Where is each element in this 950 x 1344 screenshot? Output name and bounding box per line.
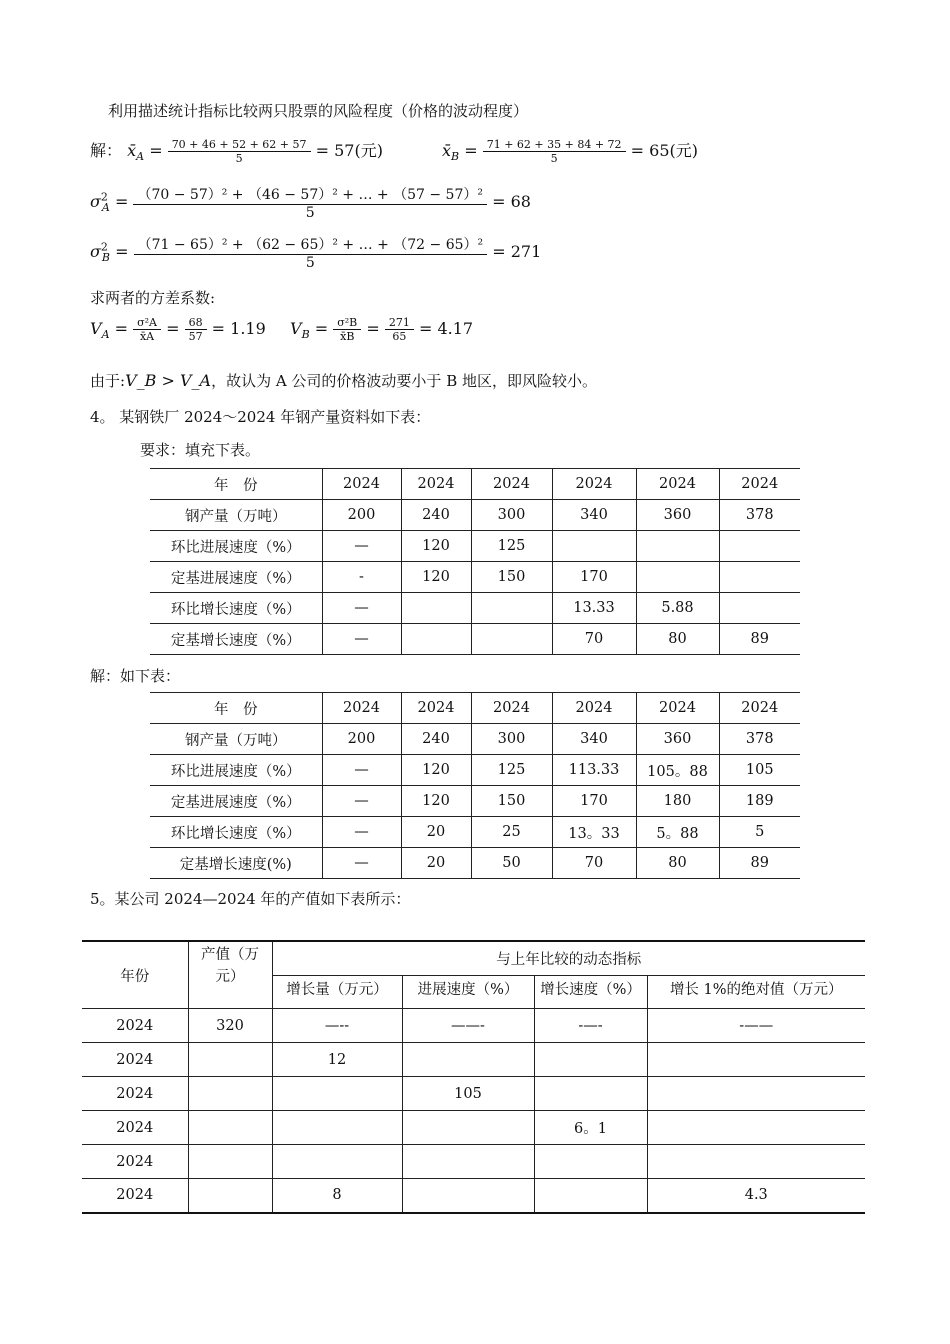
q4-question-cell: —	[322, 531, 401, 562]
q4-question-cell: 378	[719, 500, 800, 531]
q4-answer-row-label: 定基进展速度（%）	[150, 786, 322, 817]
q4-question-cell: 240	[401, 500, 471, 531]
q5-cell: 6。1	[534, 1111, 647, 1145]
q4-answer-cell: 200	[322, 724, 401, 755]
conclusion	[90, 370, 597, 391]
var-a-symbol: σ	[90, 192, 101, 211]
mean-b-equation: $x̄_B$ = $\frac{71 + 62 + 35 + 84 + 72}{5}$ = 65(元)	[442, 138, 698, 165]
q4-answer-cell: 113.33	[552, 755, 636, 786]
q4-answer-cell: 2024	[552, 693, 636, 724]
q4-answer-cell: 2024	[322, 693, 401, 724]
q5-cell: 8	[272, 1179, 402, 1213]
mean-b-denominator: 5	[550, 152, 558, 165]
q5-cell: 4.3	[647, 1179, 865, 1213]
q5-head-output: 产值（万元）	[201, 947, 259, 985]
cv-prompt: 求两者的方差系数:	[90, 289, 216, 307]
cv-a-f2-den: 57	[188, 330, 203, 343]
var-a-denominator: 5	[305, 205, 315, 221]
cv-b-f1-den: x̄B	[340, 330, 355, 343]
var-a-fraction	[133, 184, 487, 221]
q4-answer-cell: 180	[636, 786, 719, 817]
q4-question-cell: 2024	[471, 469, 552, 500]
q4-question-row-label: 环比进展速度（%）	[150, 531, 322, 562]
q5-subhead: 增长速度（%）	[534, 976, 647, 1009]
cv-b-fraction-numeric	[385, 316, 414, 343]
q4-answer-cell: —	[322, 848, 401, 879]
q5-cell	[188, 1145, 272, 1179]
var-a-equation: $\sigma^2_A$ = $\frac{\text{（70 − 57）² + （46 − 57）² + … + （57 − 57）²}}{5}$ = 68	[90, 184, 531, 221]
conclusion-text: ，故认为 A 公司的价格波动要小于 B 地区，即风险较小。	[211, 372, 597, 390]
q4-answer-row-label: 环比增长速度（%）	[150, 817, 322, 848]
q4-question-cell: 2024	[636, 469, 719, 500]
q5-cell	[402, 1179, 534, 1213]
q4-question-cell: 2024	[401, 469, 471, 500]
conclusion-prefix: 由于:	[90, 372, 126, 390]
q4-question-cell: 70	[552, 624, 636, 655]
q5-subhead: 增长 1%的绝对值（万元）	[647, 976, 865, 1009]
var-b-fraction	[134, 234, 488, 271]
var-b-equation: $\sigma^2_B$ = $\frac{\text{（71 − 65）² + （62 − 65）² + … + （72 − 65）²}}{5}$ = 271	[90, 234, 541, 271]
q5-title: 5。某公司 2024—2024 年的产值如下表所示：	[90, 890, 411, 908]
solution-label: 解：	[90, 141, 123, 160]
q5-row	[82, 1077, 865, 1111]
q4-answer-row	[150, 755, 800, 786]
q4-answer-cell: —	[322, 817, 401, 848]
q5-cell: —--	[272, 1009, 402, 1043]
q5-cell	[402, 1145, 534, 1179]
q5-table	[82, 940, 865, 1214]
q4-answer-row	[150, 817, 800, 848]
q5-row-year: 2024	[82, 1077, 188, 1111]
q4-answer-row	[150, 786, 800, 817]
q5-cell: -—-	[534, 1009, 647, 1043]
q4-answer-cell: 50	[471, 848, 552, 879]
q4-question-cell: 360	[636, 500, 719, 531]
var-a-numerator: （70 − 57）² + （46 − 57）² + … + （57 − 57）²	[133, 184, 487, 205]
conclusion-math: V_B > V_A	[125, 371, 212, 390]
mean-b-sub: B	[451, 150, 460, 164]
var-b-sup: 2	[100, 240, 108, 254]
mean-b-numerator: 71 + 62 + 35 + 84 + 72	[483, 138, 626, 152]
q4-answer-cell: 170	[552, 786, 636, 817]
q4-question-cell: 5.88	[636, 593, 719, 624]
q4-question-cell	[719, 593, 800, 624]
q4-question-cell: —	[322, 624, 401, 655]
q5-row	[82, 1145, 865, 1179]
q4-question-row-label: 年 份	[150, 469, 322, 500]
q4-answer-row	[150, 693, 800, 724]
cv-a-equation: $V_A$ = $\frac{\text{σ²A}}{x̄A}$ = $\frac{68}{57}$ = 1.19	[90, 316, 266, 343]
q4-question-cell: —	[322, 593, 401, 624]
q5-cell: ——-	[402, 1009, 534, 1043]
cv-a-fraction-symbolic	[133, 316, 161, 343]
cv-a-result: = 1.19	[211, 319, 266, 338]
mean-a-equation: 解： $x̄_A$ = $\frac{70 + 46 + 52 + 62 + 57}{5}$ = 57(元)	[90, 138, 383, 165]
q4-title: 4。 某钢铁厂 2024～2024 年钢产量资料如下表：	[90, 408, 431, 426]
var-a-result: = 68	[492, 192, 531, 211]
q4-answer-cell: 5	[719, 817, 800, 848]
mean-a-result: = 57(元)	[315, 141, 383, 160]
q5-cell	[647, 1077, 865, 1111]
q5-cell	[188, 1043, 272, 1077]
q4-answer-cell: 105	[719, 755, 800, 786]
q5-cell	[534, 1179, 647, 1213]
q5-head-year: 年份	[82, 941, 188, 1009]
q4-answer-table	[150, 692, 800, 879]
q4-answer-cell: 2024	[719, 693, 800, 724]
q4-question-cell: 80	[636, 624, 719, 655]
q5-cell	[188, 1077, 272, 1111]
q5-head-output-cell	[188, 941, 272, 1009]
q4-question-cell: 89	[719, 624, 800, 655]
cv-a-f1-den: x̄A	[139, 330, 155, 343]
q5-cell	[647, 1111, 865, 1145]
q5-cell	[534, 1043, 647, 1077]
q4-answer-cell: 25	[471, 817, 552, 848]
q4-question-cell	[719, 562, 800, 593]
q4-question-row	[150, 562, 800, 593]
cv-a-fraction-numeric	[185, 316, 207, 343]
q4-question-table	[150, 468, 800, 655]
cv-b-equation: $V_B$ = $\frac{\text{σ²B}}{x̄B}$ = $\frac{271}{65}$ = 4.17	[290, 316, 474, 343]
q4-answer-cell: 150	[471, 786, 552, 817]
var-b-denominator: 5	[305, 255, 315, 271]
mean-b-fraction	[483, 138, 626, 165]
q4-question-row-label: 环比增长速度（%）	[150, 593, 322, 624]
cv-b-f2-den: 65	[392, 330, 407, 343]
mean-b-symbol: x̄	[442, 141, 452, 160]
q4-question-cell	[552, 531, 636, 562]
q4-answer-row-label: 年 份	[150, 693, 322, 724]
q4-question-cell: 200	[322, 500, 401, 531]
q4-answer-row-label: 钢产量（万吨）	[150, 724, 322, 755]
q4-answer-cell: 20	[401, 817, 471, 848]
q4-question-cell	[471, 593, 552, 624]
q4-question-cell: 125	[471, 531, 552, 562]
cv-a-f2-num: 68	[185, 316, 207, 330]
mean-a-numerator: 70 + 46 + 52 + 62 + 57	[168, 138, 311, 152]
q4-answer-cell: 105。88	[636, 755, 719, 786]
q4-answer-cell: 5。88	[636, 817, 719, 848]
q5-cell	[647, 1043, 865, 1077]
q4-answer-row-label: 环比进展速度（%）	[150, 755, 322, 786]
q4-question-cell: 13.33	[552, 593, 636, 624]
q5-cell	[272, 1111, 402, 1145]
q4-question-row	[150, 500, 800, 531]
q4-question-cell	[636, 562, 719, 593]
var-b-symbol: σ	[90, 242, 101, 261]
q4-answer-cell: 120	[401, 786, 471, 817]
q4-answer-cell: 80	[636, 848, 719, 879]
q4-question-row	[150, 469, 800, 500]
q5-cell	[272, 1145, 402, 1179]
q4-question-row	[150, 593, 800, 624]
q4-answer-cell: 300	[471, 724, 552, 755]
q4-question-cell: -	[322, 562, 401, 593]
q4-question-cell	[401, 624, 471, 655]
q4-answer-cell: 340	[552, 724, 636, 755]
q5-cell	[647, 1145, 865, 1179]
cv-b-fraction-symbolic	[333, 316, 361, 343]
q4-answer-row	[150, 848, 800, 879]
q4-answer-label: 解：如下表：	[90, 667, 181, 685]
q4-question-cell	[636, 531, 719, 562]
cv-b-sub: B	[301, 328, 310, 342]
var-b-numerator: （71 − 65）² + （62 − 65）² + … + （72 − 65）²	[134, 234, 488, 255]
cv-a-symbol: V	[90, 319, 102, 338]
cv-b-symbol: V	[290, 319, 302, 338]
q5-cell	[534, 1145, 647, 1179]
q5-row-year: 2024	[82, 1009, 188, 1043]
q4-question-cell: 340	[552, 500, 636, 531]
cv-b-result: = 4.17	[418, 319, 474, 338]
q4-answer-row	[150, 724, 800, 755]
q4-question-row	[150, 531, 800, 562]
q5-subhead: 增长量（万元）	[272, 976, 402, 1009]
q4-answer-cell: 240	[401, 724, 471, 755]
q4-question-cell: 120	[401, 531, 471, 562]
q4-question-cell: 2024	[322, 469, 401, 500]
q4-question-cell: 2024	[719, 469, 800, 500]
q4-question-cell	[719, 531, 800, 562]
q4-question-cell: 300	[471, 500, 552, 531]
q5-row-year: 2024	[82, 1043, 188, 1077]
mean-a-symbol: x̄	[127, 141, 137, 160]
q4-answer-cell: 13。33	[552, 817, 636, 848]
q4-question-cell: 2024	[552, 469, 636, 500]
mean-a-denominator: 5	[235, 152, 243, 165]
q5-cell: 12	[272, 1043, 402, 1077]
q4-question-cell	[471, 624, 552, 655]
q5-subhead: 进展速度（%）	[402, 976, 534, 1009]
cv-a-f1-num: σ²A	[133, 316, 161, 330]
q5-head-group: 与上年比较的动态指标	[272, 941, 865, 976]
q4-answer-cell: 2024	[401, 693, 471, 724]
q4-answer-cell: 89	[719, 848, 800, 879]
q4-question-cell	[401, 593, 471, 624]
q5-row-year: 2024	[82, 1179, 188, 1213]
intro-text: 利用描述统计指标比较两只股票的风险程度（价格的波动程度）	[108, 102, 529, 120]
q4-answer-cell: 120	[401, 755, 471, 786]
mean-b-result: = 65(元)	[630, 141, 698, 160]
q5-cell	[402, 1043, 534, 1077]
q4-answer-cell: 189	[719, 786, 800, 817]
var-a-sup: 2	[100, 190, 108, 204]
cv-b-f1-num: σ²B	[333, 316, 361, 330]
q5-cell: 320	[188, 1009, 272, 1043]
q4-question-cell: 150	[471, 562, 552, 593]
q4-requirement: 要求：填充下表。	[140, 441, 261, 459]
var-a-sub: A	[101, 201, 110, 215]
q5-row	[82, 1043, 865, 1077]
q5-row-year: 2024	[82, 1111, 188, 1145]
cv-a-sub: A	[101, 328, 110, 342]
q4-question-cell: 170	[552, 562, 636, 593]
q5-cell	[188, 1179, 272, 1213]
q4-question-row-label: 定基进展速度（%）	[150, 562, 322, 593]
q5-cell	[402, 1111, 534, 1145]
q4-answer-cell: 2024	[471, 693, 552, 724]
q5-row	[82, 1009, 865, 1043]
q4-answer-cell: 2024	[636, 693, 719, 724]
q5-row	[82, 1111, 865, 1145]
mean-a-fraction	[168, 138, 311, 165]
q4-answer-cell: —	[322, 786, 401, 817]
q4-answer-row-label: 定基增长速度(%)	[150, 848, 322, 879]
q5-row-year: 2024	[82, 1145, 188, 1179]
cv-b-f2-num: 271	[385, 316, 414, 330]
q5-cell: -——	[647, 1009, 865, 1043]
q4-question-row-label: 定基增长速度（%）	[150, 624, 322, 655]
q4-question-row-label: 钢产量（万吨）	[150, 500, 322, 531]
q4-answer-cell: 70	[552, 848, 636, 879]
var-b-sub: B	[101, 251, 111, 265]
q4-question-row	[150, 624, 800, 655]
q4-answer-cell: —	[322, 755, 401, 786]
q4-answer-cell: 20	[401, 848, 471, 879]
q5-cell	[188, 1111, 272, 1145]
q5-cell	[534, 1077, 647, 1111]
q5-cell: 105	[402, 1077, 534, 1111]
mean-a-sub: A	[136, 150, 145, 164]
q4-answer-cell: 378	[719, 724, 800, 755]
var-b-result: = 271	[492, 242, 542, 261]
q4-answer-cell: 125	[471, 755, 552, 786]
q5-cell	[272, 1077, 402, 1111]
q5-row	[82, 1179, 865, 1213]
q4-question-cell: 120	[401, 562, 471, 593]
q4-answer-cell: 360	[636, 724, 719, 755]
